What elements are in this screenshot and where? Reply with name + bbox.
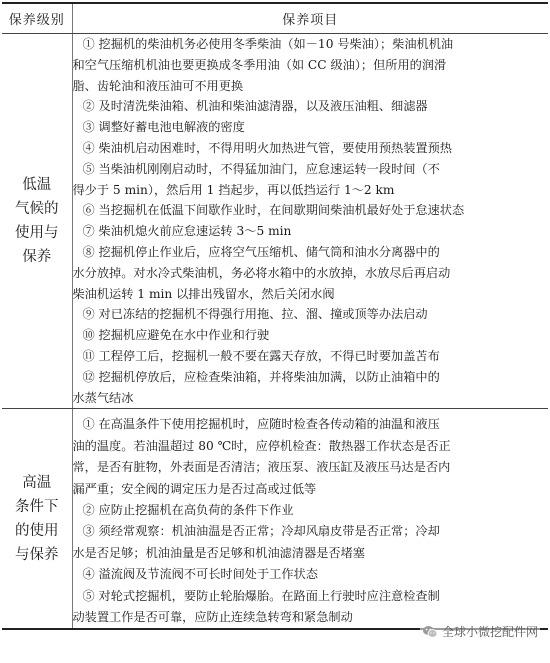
- item-line: ① 在高温条件下使用挖掘机时，应随时检查各传动箱的油温和液压: [82, 417, 440, 432]
- item-line: 脂、齿轮油和液压油可不用更换: [72, 78, 244, 93]
- item-line: 和空气压缩机机油也要更换成冬季用油（如 CC 级油）；但所用的润滑: [72, 57, 447, 72]
- item-line: 漏严重；安全阀的调定压力是否过高或过低等: [72, 481, 317, 496]
- level-line: 的使用: [15, 522, 59, 539]
- item-line: ③ 调整好蓄电池电解液的密度: [82, 120, 245, 135]
- item-line: 油的温度。若油温超过 80 ℃时，应停机检查：散热器工作状态是否正: [72, 438, 451, 453]
- level-line: 使用与: [15, 225, 59, 242]
- item-line: ⑫ 挖掘机停放后，应检查柴油箱，并将柴油加满，以防止油箱中的: [82, 369, 440, 384]
- wechat-icon: [422, 624, 438, 640]
- item-line: ⑪ 工程停工后，挖掘机一般不要在露天存放，不得已时要加盖苫布: [82, 348, 440, 363]
- maintenance-table: [2, 2, 548, 630]
- item-line: ⑤ 对轮式挖掘机，要防止轮胎爆胎。在路面上行驶时应注意检查制: [82, 588, 440, 603]
- section-level-cell: [2, 409, 72, 630]
- item-line: ② 及时清洗柴油箱、机油和柴油滤清器，以及液压油粗、细滤器: [82, 99, 428, 114]
- item-line: ④ 溢流阀及节流阀不可长时间处于工作状态: [82, 567, 318, 582]
- header-items: 保养项目: [72, 3, 548, 34]
- level-line: 保养: [22, 249, 52, 266]
- item-line: ⑥ 当挖掘机在低温下间歇作业时，在间歇期间柴油机最好处于怠速状态: [82, 203, 465, 218]
- level-line: 低温: [22, 177, 52, 194]
- section-items-cell: [72, 34, 548, 409]
- header-row: [2, 3, 548, 34]
- item-line: ② 应防止挖掘机在高负荷的条件下作业: [82, 502, 294, 517]
- level-line: 条件下: [15, 498, 59, 515]
- item-line: 常，是否有脏物，外表面是否清洁；液压泵、液压缸及液压马达是否内: [72, 460, 451, 475]
- item-line: 动装置工作是否可靠，应防止连续急转弯和紧急制动: [72, 610, 353, 624]
- item-line: 柴油机运转 1 min 以排出残留水，然后关闭水阀: [72, 286, 335, 301]
- item-line: ⑦ 柴油机熄火前应怠速运转 3～5 min: [82, 224, 292, 239]
- item-line: ④ 柴油机启动困难时，不得用明火加热进气管，要使用预热装置预热: [82, 140, 452, 155]
- item-line: ⑧ 挖掘机停止作业后，应将空气压缩机、储气筒和油水分离器中的: [82, 244, 440, 259]
- section-items-cell: [72, 409, 548, 630]
- section-level-cell: [2, 34, 72, 409]
- item-line: 水蒸气结冰: [72, 390, 134, 405]
- level-line: 与保养: [15, 546, 59, 563]
- watermark-text: 全球小微挖配件网: [441, 625, 538, 639]
- item-line: ① 挖掘机的柴油机务必使用冬季柴油（如－10 号柴油）；柴油机机油: [82, 37, 454, 51]
- level-line: 高温: [22, 474, 52, 491]
- item-line: ⑤ 当柴油机刚刚启动时，不得猛加油门，应怠速运转一段时间（不: [82, 161, 440, 176]
- item-line: ③ 须经常观察：机油油温是否正常；冷却风扇皮带是否正常；冷却: [82, 524, 440, 539]
- section-low-temperature: [2, 34, 548, 409]
- item-line: 水分放掉。对水冷式柴油机，务必将水箱中的水放掉，水放尽后再启动: [72, 265, 451, 280]
- item-line: 得少于 5 min），然后用 1 挡起步，再以低挡运行 1～2 km: [72, 182, 395, 197]
- item-line: ⑩ 挖掘机应避免在水中作业和行驶: [82, 328, 270, 343]
- section-high-temperature: [2, 409, 548, 630]
- watermark: [420, 622, 540, 641]
- level-line: 气候的: [15, 201, 59, 218]
- item-line: ⑨ 对已冻结的挖掘机不得强行用拖、拉、溜、撞或顶等办法启动: [82, 307, 428, 322]
- header-level: 保养级别: [2, 3, 72, 34]
- item-line: 水是否足够；机油油量是否足够和机油滤清器是否堵塞: [72, 545, 365, 560]
